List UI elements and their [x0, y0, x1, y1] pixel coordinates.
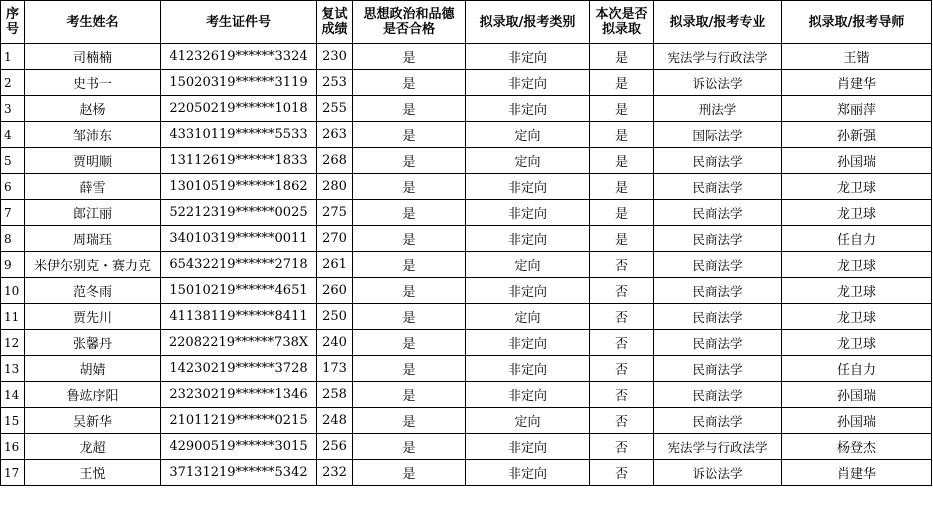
- cell-id: 52212319******0025: [161, 200, 317, 226]
- cell-score: 255: [317, 96, 353, 122]
- cell-name: 鲁竑序阳: [25, 382, 161, 408]
- cell-advisor: 肖建华: [782, 70, 932, 96]
- cell-seq: 9: [1, 252, 25, 278]
- table-row: [1, 330, 932, 356]
- cell-advisor: 任自力: [782, 226, 932, 252]
- cell-score: 258: [317, 382, 353, 408]
- cell-admitted: 否: [590, 330, 654, 356]
- cell-major: 诉讼法学: [654, 460, 782, 486]
- cell-category: 定向: [466, 408, 590, 434]
- cell-major: 宪法学与行政法学: [654, 434, 782, 460]
- cell-moral: 是: [353, 44, 466, 70]
- cell-admitted: 否: [590, 434, 654, 460]
- cell-major: 民商法学: [654, 278, 782, 304]
- cell-category: 非定向: [466, 200, 590, 226]
- cell-moral: 是: [353, 356, 466, 382]
- cell-admitted: 是: [590, 226, 654, 252]
- cell-moral: 是: [353, 252, 466, 278]
- cell-id: 43310119******5533: [161, 122, 317, 148]
- cell-category: 非定向: [466, 382, 590, 408]
- table-row: [1, 174, 932, 200]
- cell-id: 13010519******1862: [161, 174, 317, 200]
- cell-score: 270: [317, 226, 353, 252]
- cell-major: 民商法学: [654, 356, 782, 382]
- cell-moral: 是: [353, 200, 466, 226]
- cell-name: 贾先川: [25, 304, 161, 330]
- cell-moral: 是: [353, 122, 466, 148]
- cell-major: 民商法学: [654, 304, 782, 330]
- cell-id: 37131219******5342: [161, 460, 317, 486]
- cell-category: 定向: [466, 122, 590, 148]
- table-row: [1, 70, 932, 96]
- cell-admitted: 是: [590, 200, 654, 226]
- cell-category: 非定向: [466, 226, 590, 252]
- table-row: [1, 200, 932, 226]
- cell-score: 250: [317, 304, 353, 330]
- cell-category: 非定向: [466, 460, 590, 486]
- cell-moral: 是: [353, 278, 466, 304]
- cell-seq: 17: [1, 460, 25, 486]
- cell-moral: 是: [353, 304, 466, 330]
- cell-seq: 7: [1, 200, 25, 226]
- header-advisor: 拟录取/报考导师: [782, 1, 932, 44]
- cell-name: 赵杨: [25, 96, 161, 122]
- cell-moral: 是: [353, 408, 466, 434]
- cell-score: 263: [317, 122, 353, 148]
- cell-admitted: 否: [590, 252, 654, 278]
- header-major: 拟录取/报考专业: [654, 1, 782, 44]
- cell-name: 范冬雨: [25, 278, 161, 304]
- table-header: [1, 1, 932, 44]
- cell-id: 21011219******0215: [161, 408, 317, 434]
- cell-moral: 是: [353, 434, 466, 460]
- cell-major: 民商法学: [654, 148, 782, 174]
- cell-seq: 16: [1, 434, 25, 460]
- cell-seq: 15: [1, 408, 25, 434]
- table-row: [1, 44, 932, 70]
- cell-major: 国际法学: [654, 122, 782, 148]
- cell-moral: 是: [353, 382, 466, 408]
- cell-name: 米伊尔别克・赛力克: [25, 252, 161, 278]
- cell-admitted: 否: [590, 304, 654, 330]
- cell-id: 65432219******2718: [161, 252, 317, 278]
- header-seq: 序号: [1, 1, 25, 44]
- cell-admitted: 是: [590, 96, 654, 122]
- cell-category: 非定向: [466, 356, 590, 382]
- cell-advisor: 郑丽萍: [782, 96, 932, 122]
- cell-moral: 是: [353, 226, 466, 252]
- table-row: [1, 356, 932, 382]
- cell-name: 薛雪: [25, 174, 161, 200]
- cell-category: 非定向: [466, 434, 590, 460]
- cell-score: 230: [317, 44, 353, 70]
- cell-advisor: 龙卫球: [782, 278, 932, 304]
- cell-id: 22082219******738X: [161, 330, 317, 356]
- cell-advisor: 孙国瑞: [782, 148, 932, 174]
- cell-category: 定向: [466, 304, 590, 330]
- table-row: [1, 122, 932, 148]
- cell-score: 232: [317, 460, 353, 486]
- cell-advisor: 孙国瑞: [782, 408, 932, 434]
- header-admitted: 本次是否拟录取: [590, 1, 654, 44]
- header-id: 考生证件号: [161, 1, 317, 44]
- header-score: 复试成绩: [317, 1, 353, 44]
- table-row: [1, 408, 932, 434]
- table-body: [1, 44, 932, 486]
- cell-name: 邹沛东: [25, 122, 161, 148]
- table-row: [1, 460, 932, 486]
- cell-admitted: 否: [590, 460, 654, 486]
- cell-category: 非定向: [466, 70, 590, 96]
- cell-name: 吴新华: [25, 408, 161, 434]
- cell-category: 定向: [466, 148, 590, 174]
- cell-major: 民商法学: [654, 226, 782, 252]
- cell-admitted: 否: [590, 408, 654, 434]
- table-row: [1, 278, 932, 304]
- cell-advisor: 任自力: [782, 356, 932, 382]
- cell-seq: 6: [1, 174, 25, 200]
- cell-name: 史书一: [25, 70, 161, 96]
- cell-advisor: 龙卫球: [782, 330, 932, 356]
- cell-seq: 13: [1, 356, 25, 382]
- cell-id: 15010219******4651: [161, 278, 317, 304]
- cell-moral: 是: [353, 70, 466, 96]
- cell-seq: 3: [1, 96, 25, 122]
- cell-seq: 11: [1, 304, 25, 330]
- cell-moral: 是: [353, 174, 466, 200]
- cell-name: 胡婧: [25, 356, 161, 382]
- cell-category: 非定向: [466, 96, 590, 122]
- cell-admitted: 是: [590, 148, 654, 174]
- cell-seq: 10: [1, 278, 25, 304]
- header-name: 考生姓名: [25, 1, 161, 44]
- cell-score: 253: [317, 70, 353, 96]
- cell-admitted: 否: [590, 382, 654, 408]
- cell-major: 民商法学: [654, 174, 782, 200]
- cell-score: 275: [317, 200, 353, 226]
- cell-category: 非定向: [466, 44, 590, 70]
- cell-score: 268: [317, 148, 353, 174]
- cell-major: 民商法学: [654, 252, 782, 278]
- table-row: [1, 96, 932, 122]
- header-category: 拟录取/报考类别: [466, 1, 590, 44]
- cell-admitted: 否: [590, 278, 654, 304]
- cell-admitted: 是: [590, 70, 654, 96]
- cell-major: 民商法学: [654, 330, 782, 356]
- cell-name: 龙超: [25, 434, 161, 460]
- cell-name: 王悦: [25, 460, 161, 486]
- cell-advisor: 龙卫球: [782, 174, 932, 200]
- cell-score: 173: [317, 356, 353, 382]
- cell-advisor: 杨登杰: [782, 434, 932, 460]
- cell-id: 13112619******1833: [161, 148, 317, 174]
- cell-id: 14230219******3728: [161, 356, 317, 382]
- cell-seq: 1: [1, 44, 25, 70]
- cell-score: 280: [317, 174, 353, 200]
- cell-admitted: 是: [590, 122, 654, 148]
- cell-seq: 4: [1, 122, 25, 148]
- cell-admitted: 否: [590, 356, 654, 382]
- cell-id: 34010319******0011: [161, 226, 317, 252]
- cell-major: 宪法学与行政法学: [654, 44, 782, 70]
- cell-advisor: 肖建华: [782, 460, 932, 486]
- header-moral: 思想政治和品德是否合格: [353, 1, 466, 44]
- cell-seq: 8: [1, 226, 25, 252]
- cell-score: 261: [317, 252, 353, 278]
- cell-id: 22050219******1018: [161, 96, 317, 122]
- cell-advisor: 孙国瑞: [782, 382, 932, 408]
- cell-advisor: 龙卫球: [782, 252, 932, 278]
- cell-advisor: 龙卫球: [782, 304, 932, 330]
- table-row: [1, 382, 932, 408]
- header-row: [1, 1, 932, 44]
- cell-advisor: 龙卫球: [782, 200, 932, 226]
- cell-advisor: 孙新强: [782, 122, 932, 148]
- cell-category: 定向: [466, 252, 590, 278]
- cell-name: 周瑞珏: [25, 226, 161, 252]
- cell-name: 司楠楠: [25, 44, 161, 70]
- cell-major: 民商法学: [654, 200, 782, 226]
- cell-seq: 2: [1, 70, 25, 96]
- cell-major: 刑法学: [654, 96, 782, 122]
- cell-seq: 12: [1, 330, 25, 356]
- cell-score: 256: [317, 434, 353, 460]
- cell-moral: 是: [353, 148, 466, 174]
- cell-category: 非定向: [466, 174, 590, 200]
- cell-moral: 是: [353, 330, 466, 356]
- cell-id: 23230219******1346: [161, 382, 317, 408]
- cell-id: 41138119******8411: [161, 304, 317, 330]
- cell-major: 民商法学: [654, 382, 782, 408]
- cell-id: 42900519******3015: [161, 434, 317, 460]
- cell-name: 贾明顺: [25, 148, 161, 174]
- cell-name: 张馨丹: [25, 330, 161, 356]
- cell-name: 郎江丽: [25, 200, 161, 226]
- cell-seq: 5: [1, 148, 25, 174]
- cell-admitted: 是: [590, 174, 654, 200]
- table-row: [1, 304, 932, 330]
- cell-id: 15020319******3119: [161, 70, 317, 96]
- cell-category: 非定向: [466, 330, 590, 356]
- cell-major: 民商法学: [654, 408, 782, 434]
- table-row: [1, 148, 932, 174]
- table-row: [1, 434, 932, 460]
- cell-seq: 14: [1, 382, 25, 408]
- cell-score: 240: [317, 330, 353, 356]
- cell-major: 诉讼法学: [654, 70, 782, 96]
- cell-score: 248: [317, 408, 353, 434]
- cell-moral: 是: [353, 96, 466, 122]
- cell-score: 260: [317, 278, 353, 304]
- cell-moral: 是: [353, 460, 466, 486]
- cell-category: 非定向: [466, 278, 590, 304]
- table-row: [1, 252, 932, 278]
- table-row: [1, 226, 932, 252]
- cell-id: 41232619******3324: [161, 44, 317, 70]
- cell-advisor: 王锴: [782, 44, 932, 70]
- cell-admitted: 是: [590, 44, 654, 70]
